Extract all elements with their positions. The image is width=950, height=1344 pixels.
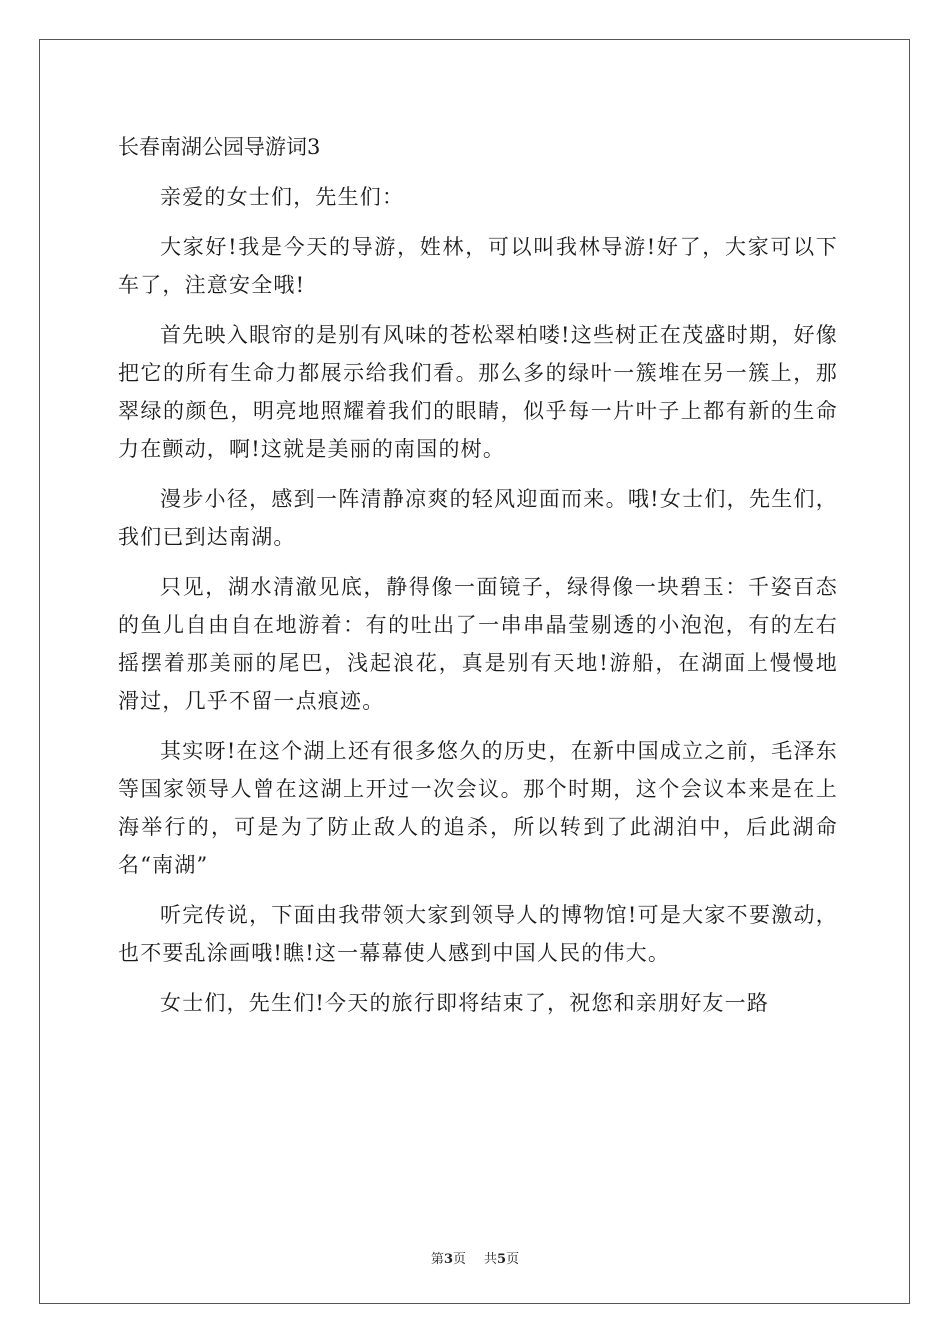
paragraph-introduction: 大家好!我是今天的导游，姓林，可以叫我林导游!好了，大家可以下车了，注意安全哦! [118, 235, 838, 297]
paragraph-closing: 女士们，先生们!今天的旅行即将结束了，祝您和亲朋好友一路 [160, 991, 770, 1015]
paragraph-greeting: 亲爱的女士们，先生们： [160, 185, 405, 209]
page-suffix: 页 [452, 1252, 466, 1267]
current-page: 3 [443, 1252, 453, 1267]
document-title: 长春南湖公园导游词3 [118, 135, 321, 159]
page-number [431, 1252, 466, 1267]
paragraph-history: 其实呀!在这个湖上还有很多悠久的历史，在新中国成立之前，毛泽东等国家领导人曾在这湖上开过一次会议。那个时期，这个会议本来是在上海举行的，可是为了防止敌人的追杀，所以转到了此湖泊中，后此湖命名“南湖” [118, 739, 838, 877]
total-suffix: 页 [506, 1252, 520, 1267]
paragraph-lake: 只见，湖水清澈见底，静得像一面镜子，绿得像一块碧玉：千姿百态的鱼儿自由自在地游着：有的吐出了一串串晶莹剔透的小泡泡，有的左右摇摆着那美丽的尾巴，浅起浪花，真是别有天地!游船，在湖面上慢慢地滑过，几乎不留一点痕迹。 [118, 575, 838, 713]
paragraph-museum: 听完传说，下面由我带领大家到领导人的博物馆!可是大家不要激动，也不要乱涂画哦!瞧!这一幕幕使人感到中国人民的伟大。 [118, 903, 838, 965]
page-total [484, 1252, 519, 1267]
paragraph-trees: 首先映入眼帘的是别有风味的苍松翠柏喽!这些树正在茂盛时期，好像把它的所有生命力都展示给我们看。那么多的绿叶一簇堆在另一簇上，那翠绿的颜色，明亮地照耀着我们的眼睛，似乎每一片叶子上都有新的生命力在颤动，啊!这就是美丽的南国的树。 [118, 323, 838, 461]
page-prefix: 第 [430, 1252, 444, 1267]
total-prefix: 共 [484, 1252, 498, 1267]
total-pages: 5 [497, 1252, 507, 1267]
page-footer [0, 1248, 950, 1267]
document-body [118, 128, 838, 1034]
paragraph-path: 漫步小径，感到一阵清静凉爽的轻风迎面而来。哦!女士们，先生们，我们已到达南湖。 [118, 487, 838, 549]
